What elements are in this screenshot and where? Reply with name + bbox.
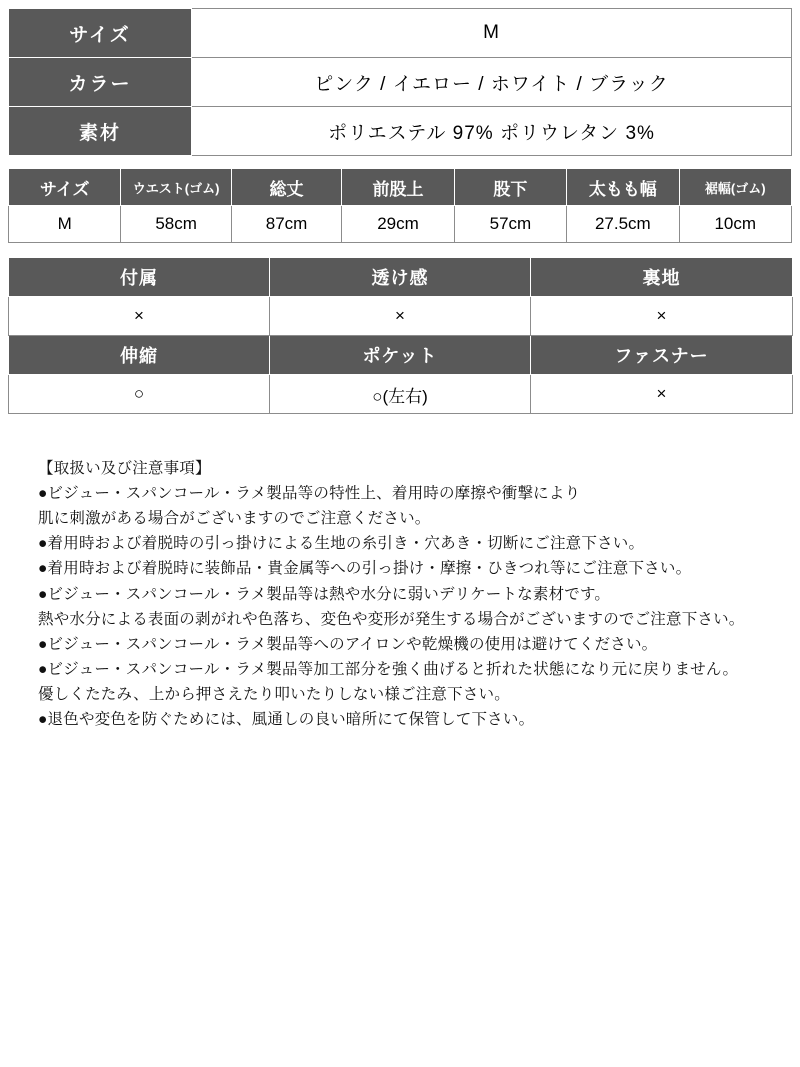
- attribute-header-sheerness: 透け感: [270, 258, 531, 297]
- table-row: [9, 107, 792, 156]
- care-instruction-line: ●ビジュー・スパンコール・ラメ製品等の特性上、着用時の摩擦や衝撃により: [38, 485, 581, 503]
- attribute-table: [8, 257, 793, 414]
- attribute-header-row-2: [9, 336, 793, 375]
- table-row: [9, 297, 793, 336]
- attribute-value-lining: ×: [531, 297, 793, 336]
- attribute-header-lining: 裏地: [531, 258, 793, 297]
- measurement-header-inseam: 股下: [454, 169, 566, 206]
- measurement-value-front-rise: 29cm: [342, 206, 454, 243]
- measurement-header-thigh-width: 太もも幅: [567, 169, 679, 206]
- measurement-value-waist: 58cm: [121, 206, 231, 243]
- care-instruction-line: ●ビジュー・スパンコール・ラメ製品等は熱や水分に弱いデリケートな素材です。: [38, 585, 611, 603]
- measurement-header-waist: ウエスト(ゴム): [121, 169, 231, 206]
- attribute-header-pocket: ポケット: [270, 336, 531, 375]
- care-instructions: [8, 456, 792, 732]
- measurement-header-total-length: 総丈: [231, 169, 341, 206]
- attribute-value-stretch: ○: [9, 375, 270, 414]
- spec-value-color: ピンク / イエロー / ホワイト / ブラック: [192, 58, 792, 107]
- measurement-value-thigh-width: 27.5cm: [567, 206, 679, 243]
- care-instruction-line: 優しくたたみ、上から押さえたり叩いたりしない様ご注意下さい。: [38, 685, 510, 703]
- attribute-header-stretch: 伸縮: [9, 336, 270, 375]
- measurement-header-front-rise: 前股上: [342, 169, 454, 206]
- care-instruction-line: ●退色や変色を防ぐためには、風通しの良い暗所にて保管して下さい。: [38, 711, 535, 729]
- care-instructions-title: 【取扱い及び注意事項】: [38, 460, 211, 477]
- spec-value-material: ポリエステル 97% ポリウレタン 3%: [192, 107, 792, 156]
- attribute-value-accessory: ×: [9, 297, 270, 336]
- spec-label-size: サイズ: [9, 9, 192, 58]
- spec-label-material: 素材: [9, 107, 192, 156]
- measurement-value-hem-width: 10cm: [679, 206, 791, 243]
- attribute-header-accessory: 付属: [9, 258, 270, 297]
- care-instruction-line: 熱や水分による表面の剥がれや色落ち、変色や変形が発生する場合がございますのでご注意下さい。: [38, 610, 745, 628]
- measurement-header-row: [9, 169, 792, 206]
- measurement-table: [8, 168, 792, 243]
- measurement-header-size: サイズ: [9, 169, 121, 206]
- measurement-value-size: M: [9, 206, 121, 243]
- measurement-header-hem-width: 裾幅(ゴム): [679, 169, 791, 206]
- spec-value-size: M: [192, 9, 792, 58]
- care-instruction-line: ●着用時および着脱時の引っ掛けによる生地の糸引き・穴あき・切断にご注意下さい。: [38, 535, 645, 553]
- measurement-value-total-length: 87cm: [231, 206, 341, 243]
- table-row: [9, 58, 792, 107]
- spec-label-color: カラー: [9, 58, 192, 107]
- attribute-value-zipper: ×: [531, 375, 793, 414]
- care-instruction-line: ●着用時および着脱時に装飾品・貴金属等への引っ掛け・摩擦・ひきつれ等にご注意下さい。: [38, 560, 692, 578]
- table-row: [9, 375, 793, 414]
- attribute-header-zipper: ファスナー: [531, 336, 793, 375]
- care-instruction-line: ●ビジュー・スパンコール・ラメ製品等へのアイロンや乾燥機の使用は避けてください。: [38, 635, 658, 653]
- attribute-header-row-1: [9, 258, 793, 297]
- table-row: [9, 206, 792, 243]
- attribute-value-sheerness: ×: [270, 297, 531, 336]
- care-instruction-line: ●ビジュー・スパンコール・ラメ製品等加工部分を強く曲げると折れた状態になり元に戻りません。: [38, 660, 739, 678]
- spec-table: [8, 8, 792, 156]
- attribute-value-pocket: ○(左右): [270, 375, 531, 414]
- table-row: [9, 9, 792, 58]
- measurement-value-inseam: 57cm: [454, 206, 566, 243]
- care-instruction-line: 肌に刺激がある場合がございますのでご注意ください。: [38, 510, 431, 528]
